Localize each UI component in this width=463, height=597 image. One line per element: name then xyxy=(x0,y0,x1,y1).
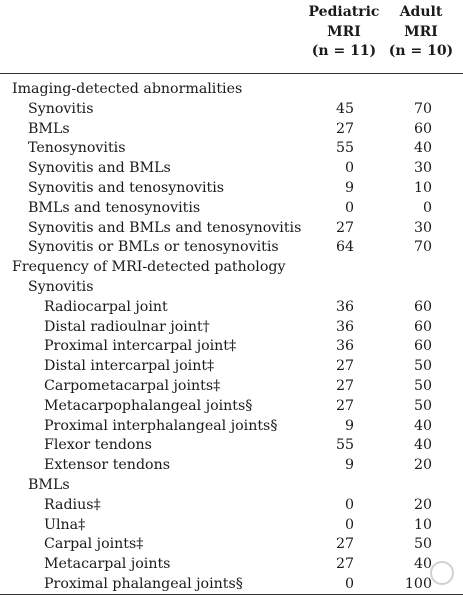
adult-value: 40 xyxy=(413,140,432,157)
header-line: (n = 10) xyxy=(388,43,454,59)
adult-value: 60 xyxy=(413,298,432,315)
adult-value: 20 xyxy=(413,457,432,474)
row-label: BMLs xyxy=(28,120,70,137)
table-body xyxy=(0,80,463,595)
header-line: MRI xyxy=(404,23,438,40)
pediatric-value: 0 xyxy=(344,199,354,216)
adult-value: 40 xyxy=(413,437,432,454)
pediatric-value: 36 xyxy=(335,298,354,315)
adult-value: 70 xyxy=(413,100,432,117)
table-row xyxy=(0,357,463,377)
header-rule xyxy=(0,73,463,74)
pediatric-value: 27 xyxy=(335,358,354,375)
table-row xyxy=(0,238,463,258)
table-row xyxy=(0,377,463,397)
table-row xyxy=(0,139,463,159)
row-label: Flexor tendons xyxy=(44,437,152,454)
adult-value: 50 xyxy=(413,358,432,375)
adult-value: 0 xyxy=(422,199,432,216)
table-row xyxy=(0,456,463,476)
pediatric-value: 36 xyxy=(335,318,354,335)
table-row xyxy=(0,516,463,536)
pediatric-value: 9 xyxy=(344,457,354,474)
header-line: MRI xyxy=(327,23,361,40)
table-row xyxy=(0,199,463,219)
adult-value: 50 xyxy=(413,377,432,394)
row-label: Proximal intercarpal joint‡ xyxy=(44,338,237,355)
watermark-icon xyxy=(430,561,454,585)
pediatric-column-header xyxy=(304,3,384,62)
row-label: Metacarpophalangeal joints§ xyxy=(44,397,253,414)
table-row xyxy=(0,298,463,318)
table-row xyxy=(0,575,463,595)
row-label: BMLs xyxy=(28,476,70,493)
pediatric-value: 27 xyxy=(335,120,354,137)
row-label: Distal radioulnar joint† xyxy=(44,318,210,335)
adult-value: 60 xyxy=(413,318,432,335)
table-row xyxy=(0,318,463,338)
adult-value: 10 xyxy=(413,179,432,196)
row-label: Synovitis and BMLs xyxy=(28,160,171,177)
pediatric-value: 0 xyxy=(344,575,354,592)
table-row xyxy=(0,496,463,516)
adult-column-header xyxy=(384,3,458,62)
table-row xyxy=(0,417,463,437)
adult-value: 60 xyxy=(413,120,432,137)
table-row xyxy=(0,436,463,456)
row-label: Carpal joints‡ xyxy=(44,536,144,553)
row-label: Synovitis and BMLs and tenosynovitis xyxy=(28,219,302,236)
row-label: Proximal phalangeal joints§ xyxy=(44,575,243,592)
adult-value: 30 xyxy=(413,219,432,236)
pediatric-value: 0 xyxy=(344,516,354,533)
header-line: Pediatric xyxy=(308,4,380,20)
pediatric-value: 27 xyxy=(335,397,354,414)
pediatric-value: 27 xyxy=(335,219,354,236)
adult-value: 60 xyxy=(413,338,432,355)
pediatric-value: 55 xyxy=(335,140,354,157)
table-row xyxy=(0,278,463,298)
adult-value: 30 xyxy=(413,160,432,177)
adult-value: 100 xyxy=(404,575,432,592)
table-row xyxy=(0,476,463,496)
row-label: BMLs and tenosynovitis xyxy=(28,199,201,216)
row-label: Radius‡ xyxy=(44,496,101,513)
row-label: Synovitis and tenosynovitis xyxy=(28,179,225,196)
watermark-logo xyxy=(430,561,457,585)
pediatric-value: 45 xyxy=(335,100,354,117)
pediatric-value: 64 xyxy=(335,239,354,256)
table-row xyxy=(0,120,463,140)
header-line: (n = 11) xyxy=(311,43,377,59)
table-row xyxy=(0,555,463,575)
pediatric-value: 36 xyxy=(335,338,354,355)
table-row xyxy=(0,397,463,417)
pediatric-value: 9 xyxy=(344,179,354,196)
row-label: Imaging-detected abnormalities xyxy=(12,81,243,97)
adult-value: 20 xyxy=(413,496,432,513)
row-label: Ulna‡ xyxy=(44,516,86,533)
table-header xyxy=(0,0,463,74)
table-row xyxy=(0,179,463,199)
row-label: Distal intercarpal joint‡ xyxy=(44,358,215,375)
row-label: Proximal interphalangeal joints§ xyxy=(44,417,278,434)
row-label: Extensor tendons xyxy=(44,457,170,474)
row-label: Frequency of MRI-detected pathology xyxy=(12,259,286,276)
table-row xyxy=(0,337,463,357)
table-row xyxy=(0,535,463,555)
row-label: Metacarpal joints xyxy=(44,556,171,573)
row-label: Synovitis or BMLs or tenosynovitis xyxy=(28,239,279,256)
adult-value: 40 xyxy=(413,417,432,434)
table-row xyxy=(0,258,463,278)
row-label: Radiocarpal joint xyxy=(44,298,168,315)
pediatric-value: 27 xyxy=(335,556,354,573)
table-row xyxy=(0,100,463,120)
pediatric-value: 0 xyxy=(344,496,354,513)
adult-value: 40 xyxy=(413,556,432,573)
table-row xyxy=(0,219,463,239)
table-row xyxy=(0,80,463,100)
pediatric-value: 27 xyxy=(335,377,354,394)
adult-value: 70 xyxy=(413,239,432,256)
pediatric-value: 0 xyxy=(344,160,354,177)
row-label: Synovitis xyxy=(28,278,94,295)
header-line: Adult xyxy=(399,4,443,20)
row-label: Synovitis xyxy=(28,100,94,117)
pediatric-value: 27 xyxy=(335,536,354,553)
bottom-rule xyxy=(0,594,463,595)
adult-value: 50 xyxy=(413,536,432,553)
table-row xyxy=(0,159,463,179)
adult-value: 10 xyxy=(413,516,432,533)
row-label: Carpometacarpal joints‡ xyxy=(44,377,221,394)
pediatric-value: 9 xyxy=(344,417,354,434)
adult-value: 50 xyxy=(413,397,432,414)
row-label: Tenosynovitis xyxy=(28,140,126,157)
pediatric-value: 55 xyxy=(335,437,354,454)
